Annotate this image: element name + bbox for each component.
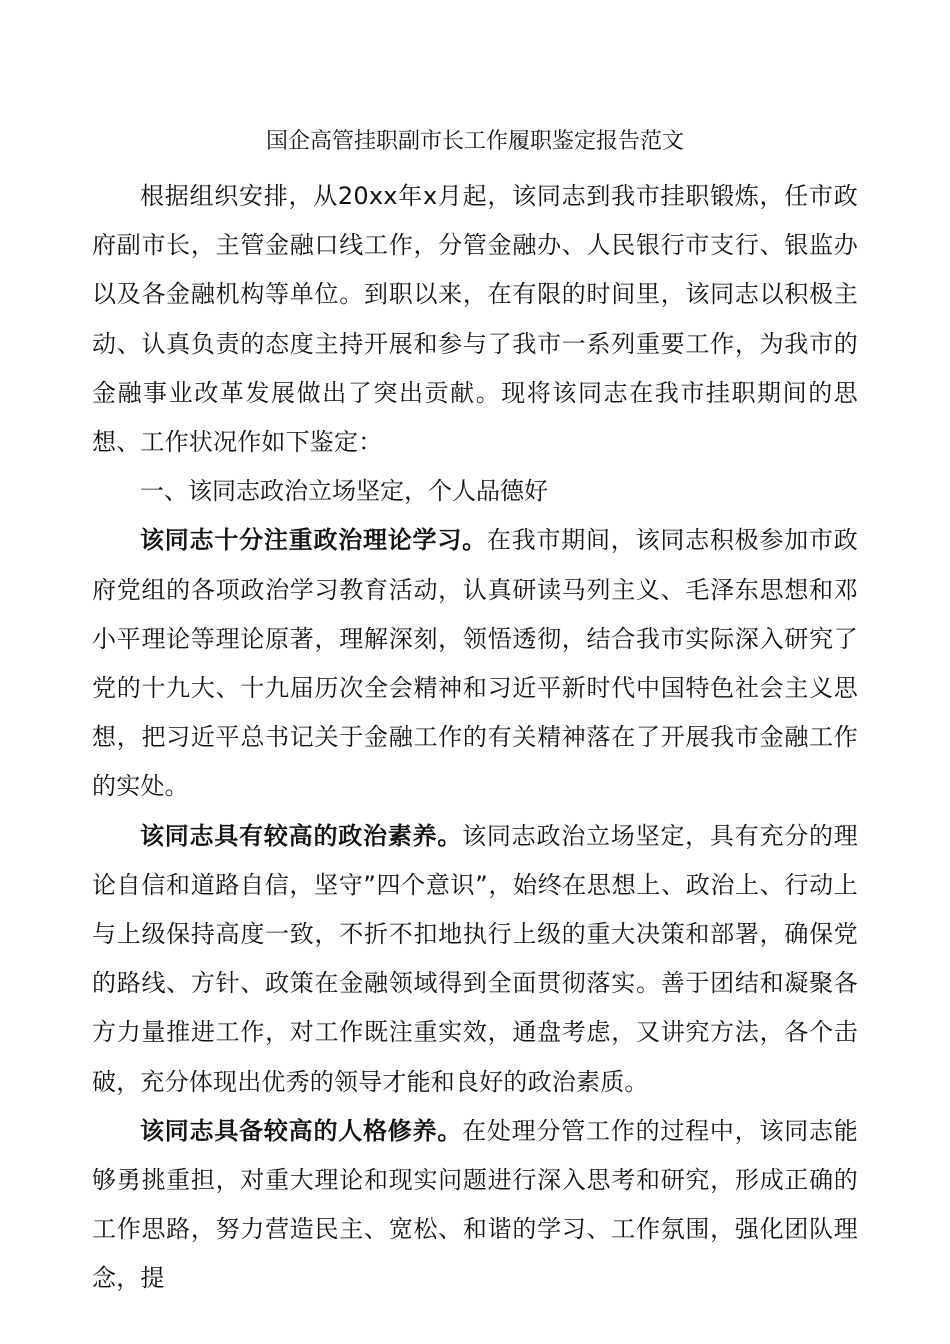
document-title: 国企高管挂职副市长工作履职鉴定报告范文 (265, 129, 684, 154)
paragraph-personal-cultivation (92, 1107, 858, 1304)
intro-paragraph: 根据组织安排，从20xx年x月起，该同志到我市挂职锻炼，任市政府副市长，主管金融口线工作，分管金融办、人民银行市支行、银监办以及各金融机构等单位。到职以来，在有限的时间里，该同志以积极主动、认真负责的态度主持开展和参与了我市一系列重要工作，为我市的金融事业改革发展做出了突出贡献。现将该同志在我市挂职期间的思想、工作状况作如下鉴定： (92, 182, 858, 457)
paragraph-lead: 该同志具备较高的人格修养。 (140, 1116, 463, 1145)
paragraph-body: 该同志政治立场坚定，具有充分的理论自信和道路自信，坚守”四个意识”，始终在思想上、政治上、行动上与上级保持高度一致，不折不扣地执行上级的重大决策和部署，确保党的路线、方针、政策在金融领域得到全面贯彻落实。善于团结和凝聚各方力量推进工作，对工作既注重实效，通盘考虑，又讲究方法，各个击破，充分体现出优秀的领导才能和良好的政治素质。 (92, 821, 858, 1096)
paragraph-body: 在我市期间，该同志积极参加市政府党组的各项政治学习教育活动，认真研读马列主义、毛泽东思想和邓小平理论等理论原著，理解深刻，领悟透彻，结合我市实际深入研究了党的十九大、十九届历次全会精神和习近平新时代中国特色社会主义思想，把习近平总书记关于金融工作的有关精神落在了开展我市金融工作的实处。 (92, 526, 858, 801)
paragraph-political-study (92, 516, 858, 811)
paragraph-lead: 该同志具有较高的政治素养。 (140, 821, 463, 850)
document-page (92, 118, 858, 1304)
paragraph-body: 在处理分管工作的过程中，该同志能够勇挑重担，对重大理论和现实问题进行深入思考和研究，形成正确的工作思路，努力营造民主、宽松、和谐的学习、工作氛围，强化团队理念，提 (92, 1116, 858, 1293)
section-heading: 一、该同志政治立场坚定，个人品德好 (140, 477, 548, 506)
paragraph-lead: 该同志十分注重政治理论学习。 (140, 526, 487, 555)
paragraph-political-quality (92, 812, 858, 1107)
